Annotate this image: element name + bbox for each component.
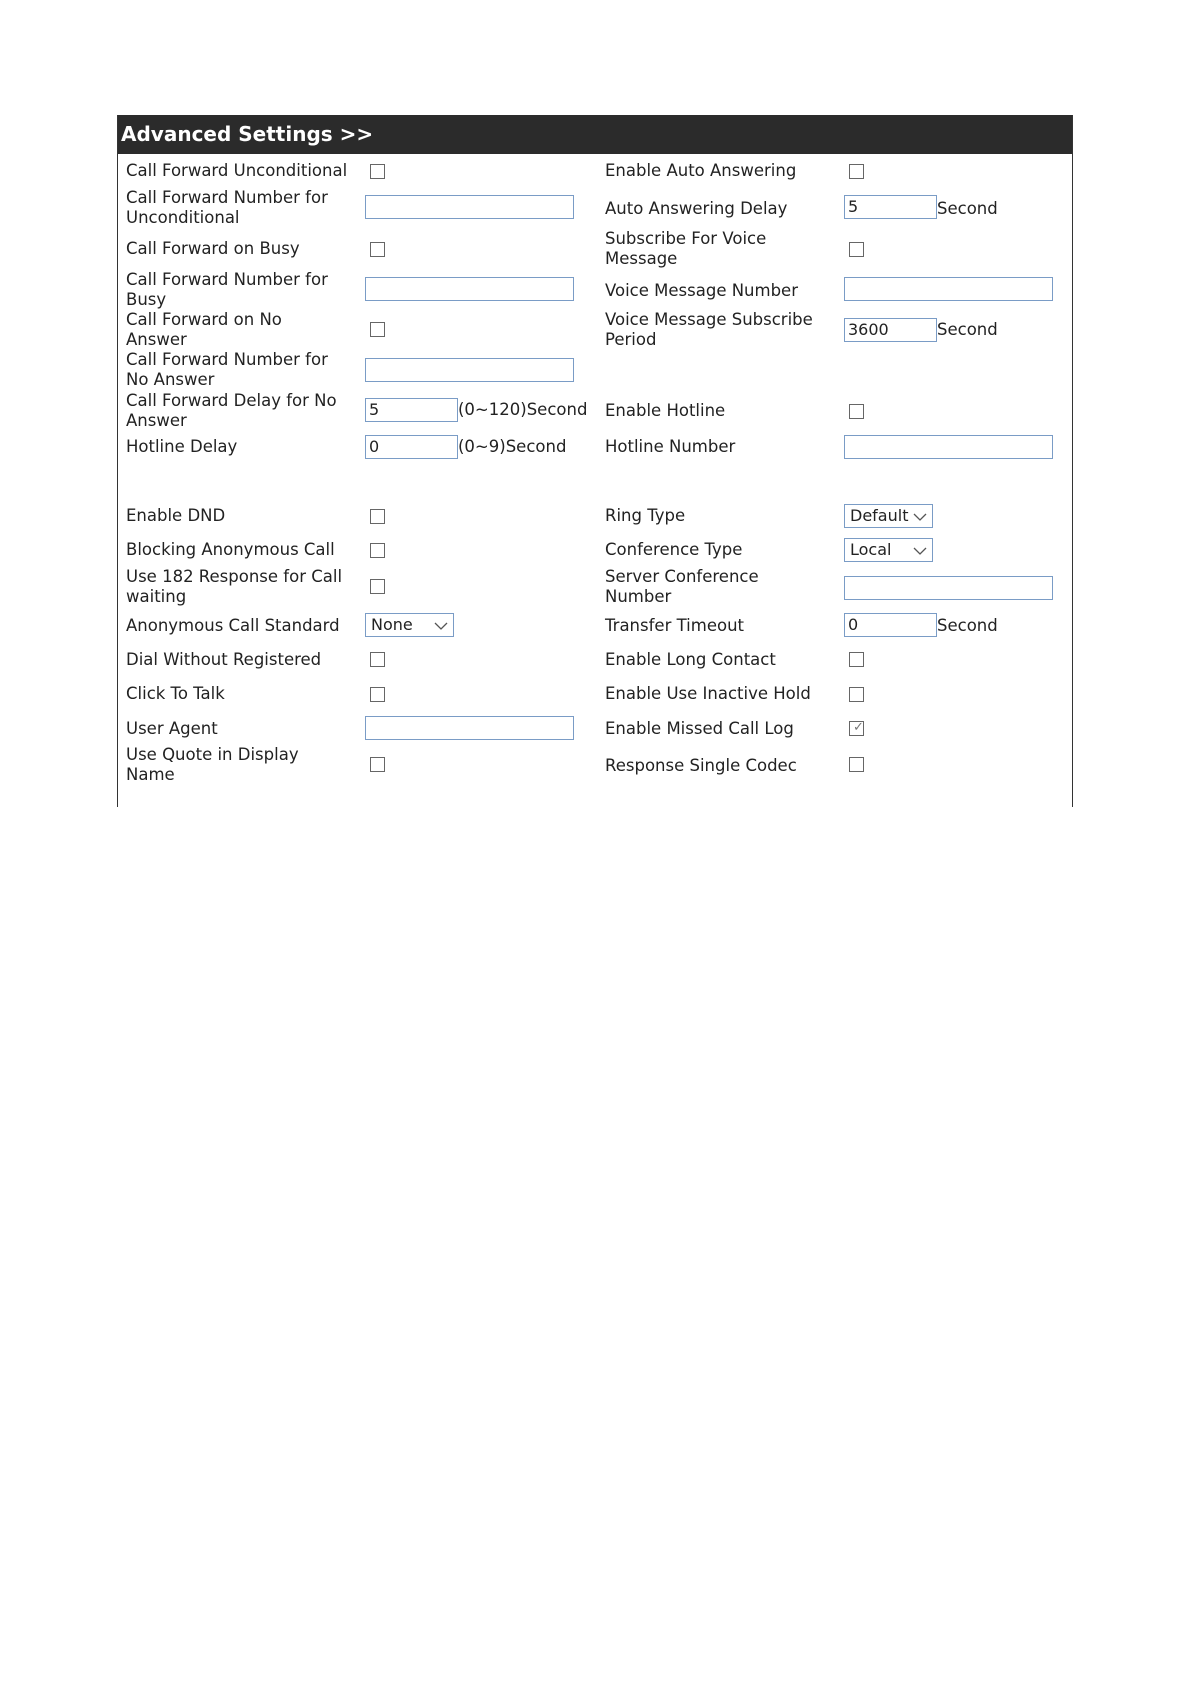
user-agent-label: User Agent	[126, 719, 218, 738]
ring-type-select[interactable]	[844, 504, 933, 528]
hotline-delay-unit: (0~9)Second	[458, 437, 567, 456]
cf-number-unconditional-input[interactable]	[365, 195, 574, 219]
blocking-anonymous-label: Blocking Anonymous Call	[126, 540, 335, 559]
response-single-codec-checkbox[interactable]	[849, 757, 864, 772]
auto-answering-delay-label: Auto Answering Delay	[605, 199, 788, 218]
voice-subscribe-period-unit: Second	[937, 320, 998, 339]
enable-long-contact-label: Enable Long Contact	[605, 650, 776, 669]
call-forward-busy-checkbox[interactable]	[370, 242, 385, 257]
transfer-timeout-input[interactable]: 0	[844, 613, 937, 637]
auto-answering-delay-unit: Second	[937, 199, 998, 218]
enable-hotline-checkbox[interactable]	[849, 404, 864, 419]
anonymous-standard-label: Anonymous Call Standard	[126, 616, 340, 635]
hotline-delay-label: Hotline Delay	[126, 437, 238, 456]
call-forward-busy-label: Call Forward on Busy	[126, 239, 300, 258]
enable-dnd-checkbox[interactable]	[370, 509, 385, 524]
conference-type-label: Conference Type	[605, 540, 743, 559]
auto-answering-delay-input[interactable]: 5	[844, 195, 937, 219]
cf-delay-no-answer-unit: (0~120)Second	[458, 400, 588, 419]
panel-header: Advanced Settings >>	[118, 115, 1072, 154]
dial-without-registered-label: Dial Without Registered	[126, 650, 322, 669]
advanced-settings-panel	[117, 115, 1073, 807]
enable-missed-call-log-checkbox[interactable]	[849, 721, 864, 736]
enable-auto-answering-checkbox[interactable]	[849, 164, 864, 179]
use-182-checkbox[interactable]	[370, 579, 385, 594]
enable-inactive-hold-checkbox[interactable]	[849, 687, 864, 702]
blocking-anonymous-checkbox[interactable]	[370, 543, 385, 558]
hotline-number-input[interactable]	[844, 435, 1053, 459]
enable-dnd-label: Enable DND	[126, 506, 226, 525]
click-to-talk-label: Click To Talk	[126, 684, 225, 703]
checkmark-icon: ✓	[853, 720, 864, 735]
voice-message-number-input[interactable]	[844, 277, 1053, 301]
cf-number-no-answer-input[interactable]	[365, 358, 574, 382]
subscribe-voice-label: Subscribe For Voice Message	[605, 229, 767, 268]
enable-missed-call-log-label: Enable Missed Call Log	[605, 719, 794, 738]
enable-auto-answering-label: Enable Auto Answering	[605, 161, 797, 180]
use-quote-label: Use Quote in Display Name	[126, 745, 299, 784]
ring-type-value: Default	[850, 506, 909, 525]
response-single-codec-label: Response Single Codec	[605, 756, 797, 775]
chevron-down-icon	[433, 614, 449, 636]
use-182-label: Use 182 Response for Call waiting	[126, 567, 343, 606]
cf-delay-no-answer-input[interactable]: 5	[365, 398, 458, 422]
cf-number-no-answer-label: Call Forward Number for No Answer	[126, 350, 328, 389]
hotline-number-label: Hotline Number	[605, 437, 736, 456]
server-conference-number-input[interactable]	[844, 576, 1053, 600]
user-agent-input[interactable]	[365, 716, 574, 740]
enable-inactive-hold-label: Enable Use Inactive Hold	[605, 684, 811, 703]
ring-type-label: Ring Type	[605, 506, 686, 525]
call-forward-unconditional-label: Call Forward Unconditional	[126, 161, 348, 180]
cf-delay-no-answer-label: Call Forward Delay for No Answer	[126, 391, 337, 430]
transfer-timeout-unit: Second	[937, 616, 998, 635]
call-forward-unconditional-checkbox[interactable]	[370, 164, 385, 179]
enable-hotline-label: Enable Hotline	[605, 401, 726, 420]
voice-subscribe-period-label: Voice Message Subscribe Period	[605, 310, 813, 349]
voice-subscribe-period-input[interactable]: 3600	[844, 318, 937, 342]
cf-number-busy-input[interactable]	[365, 277, 574, 301]
chevron-down-icon	[912, 539, 928, 561]
cf-number-busy-label: Call Forward Number for Busy	[126, 270, 328, 309]
transfer-timeout-label: Transfer Timeout	[605, 616, 744, 635]
server-conference-number-label: Server Conference Number	[605, 567, 759, 606]
hotline-delay-input[interactable]: 0	[365, 435, 458, 459]
chevron-down-icon	[912, 505, 928, 527]
click-to-talk-checkbox[interactable]	[370, 687, 385, 702]
enable-long-contact-checkbox[interactable]	[849, 652, 864, 667]
voice-message-number-label: Voice Message Number	[605, 281, 798, 300]
conference-type-value: Local	[850, 540, 892, 559]
anonymous-standard-value: None	[371, 615, 413, 634]
cf-number-unconditional-label: Call Forward Number for Unconditional	[126, 188, 328, 227]
conference-type-select[interactable]	[844, 538, 933, 562]
subscribe-voice-checkbox[interactable]	[849, 242, 864, 257]
anonymous-standard-select[interactable]	[365, 613, 454, 637]
dial-without-registered-checkbox[interactable]	[370, 652, 385, 667]
call-forward-no-answer-checkbox[interactable]	[370, 322, 385, 337]
use-quote-checkbox[interactable]	[370, 757, 385, 772]
call-forward-no-answer-label: Call Forward on No Answer	[126, 310, 282, 349]
